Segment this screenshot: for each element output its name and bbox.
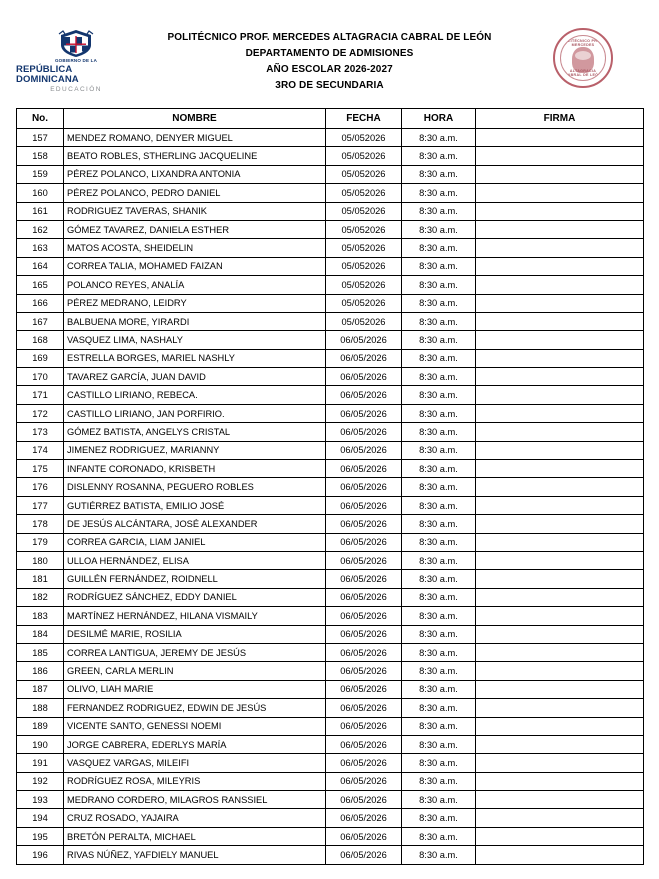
table-row <box>17 368 644 386</box>
document-header <box>16 0 643 100</box>
cell-fecha: 05/052026 <box>326 147 402 165</box>
official-seal <box>523 28 643 88</box>
table-row <box>17 220 644 238</box>
cell-fecha: 06/05/2026 <box>326 735 402 753</box>
cell-hora: 8:30 a.m. <box>402 717 476 735</box>
table-row <box>17 809 644 827</box>
cell-hora: 8:30 a.m. <box>402 129 476 147</box>
column-header-fecha: FECHA <box>326 109 402 129</box>
cell-nombre: CORREA TALIA, MOHAMED FAIZAN <box>64 257 326 275</box>
cell-hora: 8:30 a.m. <box>402 735 476 753</box>
table-row <box>17 312 644 330</box>
cell-no: 186 <box>17 662 64 680</box>
cell-hora: 8:30 a.m. <box>402 220 476 238</box>
cell-fecha: 06/05/2026 <box>326 662 402 680</box>
table-row <box>17 478 644 496</box>
cell-firma[interactable] <box>476 349 644 367</box>
seal-inner-ring <box>560 35 606 81</box>
cell-hora: 8:30 a.m. <box>402 607 476 625</box>
column-header-no: No. <box>17 109 64 129</box>
cell-hora: 8:30 a.m. <box>402 331 476 349</box>
column-header-firma: FIRMA <box>476 109 644 129</box>
table-row <box>17 680 644 698</box>
table-row <box>17 239 644 257</box>
cell-nombre: GUTIÉRREZ BATISTA, EMILIO JOSÉ <box>64 496 326 514</box>
cell-fecha: 05/052026 <box>326 165 402 183</box>
cell-hora: 8:30 a.m. <box>402 662 476 680</box>
cell-fecha: 06/05/2026 <box>326 349 402 367</box>
table-row <box>17 846 644 864</box>
cell-hora: 8:30 a.m. <box>402 423 476 441</box>
cell-no: 159 <box>17 165 64 183</box>
cell-fecha: 05/052026 <box>326 202 402 220</box>
cell-no: 168 <box>17 331 64 349</box>
cell-fecha: 06/05/2026 <box>326 699 402 717</box>
seal-top-text: POLITÉCNICO PROF. MERCEDES <box>562 39 604 47</box>
cell-hora: 8:30 a.m. <box>402 754 476 772</box>
cell-no: 170 <box>17 368 64 386</box>
cell-nombre: PÉREZ MEDRANO, LEIDRY <box>64 294 326 312</box>
cell-nombre: GÓMEZ TAVAREZ, DANIELA ESTHER <box>64 220 326 238</box>
table-row <box>17 331 644 349</box>
coat-of-arms-icon <box>53 28 99 58</box>
cell-nombre: VASQUEZ VARGAS, MILEIFI <box>64 754 326 772</box>
cell-firma[interactable] <box>476 680 644 698</box>
cell-nombre: DE JESÚS ALCÁNTARA, JOSÉ ALEXANDER <box>64 515 326 533</box>
table-header-row <box>17 109 644 129</box>
table-row <box>17 423 644 441</box>
cell-hora: 8:30 a.m. <box>402 643 476 661</box>
cell-nombre: RODRIGUEZ TAVERAS, SHANIK <box>64 202 326 220</box>
cell-no: 187 <box>17 680 64 698</box>
cell-no: 193 <box>17 791 64 809</box>
cell-hora: 8:30 a.m. <box>402 441 476 459</box>
cell-no: 179 <box>17 533 64 551</box>
cell-nombre: RODRÍGUEZ ROSA, MILEYRIS <box>64 772 326 790</box>
table-row <box>17 551 644 569</box>
cell-fecha: 05/052026 <box>326 276 402 294</box>
cell-hora: 8:30 a.m. <box>402 625 476 643</box>
cell-no: 158 <box>17 147 64 165</box>
cell-hora: 8:30 a.m. <box>402 386 476 404</box>
cell-no: 189 <box>17 717 64 735</box>
cell-firma[interactable] <box>476 220 644 238</box>
cell-fecha: 05/052026 <box>326 294 402 312</box>
cell-nombre: GUILLÉN FERNÁNDEZ, ROIDNELL <box>64 570 326 588</box>
cell-nombre: CRUZ ROSADO, YAJAIRA <box>64 809 326 827</box>
cell-hora: 8:30 a.m. <box>402 239 476 257</box>
table-row <box>17 533 644 551</box>
cell-nombre: TAVAREZ GARCÍA, JUAN DAVID <box>64 368 326 386</box>
cell-nombre: MARTÍNEZ HERNÁNDEZ, HILANA VISMAILY <box>64 607 326 625</box>
cell-hora: 8:30 a.m. <box>402 699 476 717</box>
cell-no: 176 <box>17 478 64 496</box>
cell-fecha: 06/05/2026 <box>326 570 402 588</box>
logo-line-republica: REPÚBLICA DOMINICANA <box>16 63 79 85</box>
cell-firma[interactable] <box>476 368 644 386</box>
cell-firma[interactable] <box>476 662 644 680</box>
cell-firma[interactable] <box>476 772 644 790</box>
cell-no: 180 <box>17 551 64 569</box>
cell-nombre: MATOS ACOSTA, SHEIDELIN <box>64 239 326 257</box>
cell-hora: 8:30 a.m. <box>402 202 476 220</box>
table-row <box>17 717 644 735</box>
cell-no: 165 <box>17 276 64 294</box>
table-row <box>17 276 644 294</box>
cell-fecha: 06/05/2026 <box>326 460 402 478</box>
cell-nombre: VICENTE SANTO, GENESSI NOEMI <box>64 717 326 735</box>
cell-fecha: 06/05/2026 <box>326 846 402 864</box>
table-row <box>17 772 644 790</box>
cell-hora: 8:30 a.m. <box>402 533 476 551</box>
table-row <box>17 791 644 809</box>
table-row <box>17 460 644 478</box>
column-header-hora: HORA <box>402 109 476 129</box>
cell-no: 194 <box>17 809 64 827</box>
table-row <box>17 735 644 753</box>
cell-fecha: 06/05/2026 <box>326 515 402 533</box>
cell-no: 174 <box>17 441 64 459</box>
cell-hora: 8:30 a.m. <box>402 404 476 422</box>
cell-firma[interactable] <box>476 754 644 772</box>
cell-no: 162 <box>17 220 64 238</box>
cell-firma[interactable] <box>476 643 644 661</box>
cell-nombre: OLIVO, LIAH MARIE <box>64 680 326 698</box>
cell-fecha: 06/05/2026 <box>326 607 402 625</box>
seal-outer-ring <box>553 28 613 88</box>
cell-no: 185 <box>17 643 64 661</box>
cell-no: 178 <box>17 515 64 533</box>
cell-nombre: CASTILLO LIRIANO, REBECA. <box>64 386 326 404</box>
seal-bottom-text: ALTAGRACIA CABRAL DE LEÓN <box>564 69 602 77</box>
cell-no: 171 <box>17 386 64 404</box>
cell-nombre: VASQUEZ LIMA, NASHALY <box>64 331 326 349</box>
table-row <box>17 570 644 588</box>
cell-hora: 8:30 a.m. <box>402 147 476 165</box>
cell-hora: 8:30 a.m. <box>402 809 476 827</box>
cell-nombre: JORGE CABRERA, EDERLYS MARÍA <box>64 735 326 753</box>
cell-hora: 8:30 a.m. <box>402 846 476 864</box>
cell-hora: 8:30 a.m. <box>402 349 476 367</box>
logo-line-educacion: EDUCACIÓN <box>50 85 102 93</box>
cell-firma[interactable] <box>476 165 644 183</box>
cell-nombre: DESILMÉ MARIE, ROSILIA <box>64 625 326 643</box>
cell-firma[interactable] <box>476 460 644 478</box>
cell-no: 172 <box>17 404 64 422</box>
cell-hora: 8:30 a.m. <box>402 515 476 533</box>
cell-fecha: 06/05/2026 <box>326 827 402 845</box>
cell-hora: 8:30 a.m. <box>402 680 476 698</box>
cell-no: 163 <box>17 239 64 257</box>
cell-nombre: BALBUENA MORE, YIRARDI <box>64 312 326 330</box>
cell-fecha: 06/05/2026 <box>326 680 402 698</box>
column-header-nombre: NOMBRE <box>64 109 326 129</box>
title-line-department: DEPARTAMENTO DE ADMISIONES <box>245 48 414 59</box>
cell-fecha: 06/05/2026 <box>326 754 402 772</box>
cell-nombre: PÉREZ POLANCO, PEDRO DANIEL <box>64 184 326 202</box>
cell-nombre: MENDEZ ROMANO, DENYER MIGUEL <box>64 129 326 147</box>
table-row <box>17 386 644 404</box>
cell-hora: 8:30 a.m. <box>402 460 476 478</box>
cell-fecha: 05/052026 <box>326 129 402 147</box>
cell-nombre: ESTRELLA BORGES, MARIEL NASHLY <box>64 349 326 367</box>
cell-no: 190 <box>17 735 64 753</box>
table-row <box>17 129 644 147</box>
cell-no: 192 <box>17 772 64 790</box>
cell-nombre: RODRÍGUEZ SÁNCHEZ, EDDY DANIEL <box>64 588 326 606</box>
table-row <box>17 625 644 643</box>
cell-fecha: 05/052026 <box>326 220 402 238</box>
title-line-schoolyear: AÑO ESCOLAR 2026-2027 <box>266 64 393 75</box>
title-line-school: POLITÉCNICO PROF. MERCEDES ALTAGRACIA CABRAL DE LEÓN <box>167 32 492 43</box>
cell-no: 182 <box>17 588 64 606</box>
cell-hora: 8:30 a.m. <box>402 588 476 606</box>
cell-no: 195 <box>17 827 64 845</box>
table-row <box>17 607 644 625</box>
cell-firma[interactable] <box>476 404 644 422</box>
cell-firma[interactable] <box>476 147 644 165</box>
cell-hora: 8:30 a.m. <box>402 827 476 845</box>
cell-fecha: 06/05/2026 <box>326 643 402 661</box>
cell-firma[interactable] <box>476 699 644 717</box>
cell-firma[interactable] <box>476 827 644 845</box>
table-row <box>17 496 644 514</box>
cell-nombre: RIVAS NÚÑEZ, YAFDIELY MANUEL <box>64 846 326 864</box>
cell-fecha: 06/05/2026 <box>326 588 402 606</box>
table-row <box>17 441 644 459</box>
cell-no: 184 <box>17 625 64 643</box>
table-row <box>17 349 644 367</box>
ministry-logo <box>16 28 136 93</box>
table-row <box>17 184 644 202</box>
cell-nombre: CORREA LANTIGUA, JEREMY DE JESÚS <box>64 643 326 661</box>
cell-nombre: CORREA GARCIA, LIAM JANIEL <box>64 533 326 551</box>
cell-fecha: 06/05/2026 <box>326 331 402 349</box>
cell-firma[interactable] <box>476 478 644 496</box>
cell-fecha: 06/05/2026 <box>326 791 402 809</box>
cell-firma[interactable] <box>476 791 644 809</box>
table-row <box>17 165 644 183</box>
cell-no: 167 <box>17 312 64 330</box>
cell-hora: 8:30 a.m. <box>402 772 476 790</box>
table-row <box>17 588 644 606</box>
cell-fecha: 05/052026 <box>326 184 402 202</box>
cell-nombre: DISLENNY ROSANNA, PEGUERO ROBLES <box>64 478 326 496</box>
table-body <box>17 129 644 865</box>
cell-fecha: 06/05/2026 <box>326 809 402 827</box>
cell-no: 191 <box>17 754 64 772</box>
cell-hora: 8:30 a.m. <box>402 570 476 588</box>
cell-firma[interactable] <box>476 735 644 753</box>
logo-line-gobierno: GOBIERNO DE LA <box>54 58 98 63</box>
cell-nombre: PÉREZ POLANCO, LIXANDRA ANTONIA <box>64 165 326 183</box>
cell-firma[interactable] <box>476 717 644 735</box>
cell-no: 183 <box>17 607 64 625</box>
cell-fecha: 06/05/2026 <box>326 423 402 441</box>
cell-hora: 8:30 a.m. <box>402 478 476 496</box>
document-title-block <box>136 28 523 94</box>
cell-no: 160 <box>17 184 64 202</box>
cell-firma[interactable] <box>476 533 644 551</box>
cell-fecha: 05/052026 <box>326 312 402 330</box>
cell-firma[interactable] <box>476 588 644 606</box>
cell-firma[interactable] <box>476 276 644 294</box>
cell-fecha: 06/05/2026 <box>326 404 402 422</box>
cell-hora: 8:30 a.m. <box>402 368 476 386</box>
table-row <box>17 404 644 422</box>
cell-fecha: 06/05/2026 <box>326 441 402 459</box>
cell-fecha: 05/052026 <box>326 239 402 257</box>
cell-nombre: JIMENEZ RODRIGUEZ, MARIANNY <box>64 441 326 459</box>
admissions-roster-table <box>16 108 644 865</box>
cell-nombre: MEDRANO CORDERO, MILAGROS RANSSIEL <box>64 791 326 809</box>
cell-firma[interactable] <box>476 570 644 588</box>
cell-nombre: FERNANDEZ RODRIGUEZ, EDWIN DE JESÚS <box>64 699 326 717</box>
cell-firma[interactable] <box>476 551 644 569</box>
cell-fecha: 06/05/2026 <box>326 496 402 514</box>
cell-no: 188 <box>17 699 64 717</box>
cell-no: 161 <box>17 202 64 220</box>
table-row <box>17 662 644 680</box>
table-row <box>17 257 644 275</box>
table-row <box>17 147 644 165</box>
cell-nombre: BRETÓN PERALTA, MICHAEL <box>64 827 326 845</box>
cell-firma[interactable] <box>476 239 644 257</box>
cell-firma[interactable] <box>476 184 644 202</box>
cell-firma[interactable] <box>476 294 644 312</box>
cell-fecha: 06/05/2026 <box>326 386 402 404</box>
cell-fecha: 06/05/2026 <box>326 772 402 790</box>
cell-no: 181 <box>17 570 64 588</box>
table-row <box>17 294 644 312</box>
table-row <box>17 754 644 772</box>
cell-hora: 8:30 a.m. <box>402 165 476 183</box>
cell-hora: 8:30 a.m. <box>402 312 476 330</box>
cell-firma[interactable] <box>476 312 644 330</box>
cell-hora: 8:30 a.m. <box>402 257 476 275</box>
cell-firma[interactable] <box>476 496 644 514</box>
cell-hora: 8:30 a.m. <box>402 294 476 312</box>
cell-firma[interactable] <box>476 331 644 349</box>
cell-firma[interactable] <box>476 846 644 864</box>
cell-firma[interactable] <box>476 257 644 275</box>
cell-firma[interactable] <box>476 202 644 220</box>
cell-hora: 8:30 a.m. <box>402 551 476 569</box>
cell-firma[interactable] <box>476 809 644 827</box>
cell-hora: 8:30 a.m. <box>402 791 476 809</box>
cell-fecha: 06/05/2026 <box>326 533 402 551</box>
cell-nombre: GÓMEZ BATISTA, ANGELYS CRISTAL <box>64 423 326 441</box>
cell-firma[interactable] <box>476 515 644 533</box>
cell-fecha: 06/05/2026 <box>326 368 402 386</box>
cell-firma[interactable] <box>476 423 644 441</box>
cell-nombre: GREEN, CARLA MERLIN <box>64 662 326 680</box>
cell-no: 169 <box>17 349 64 367</box>
cell-fecha: 06/05/2026 <box>326 478 402 496</box>
cell-hora: 8:30 a.m. <box>402 276 476 294</box>
cell-no: 166 <box>17 294 64 312</box>
cell-firma[interactable] <box>476 441 644 459</box>
cell-nombre: POLANCO REYES, ANALÍA <box>64 276 326 294</box>
table-row <box>17 827 644 845</box>
table-row <box>17 643 644 661</box>
cell-no: 157 <box>17 129 64 147</box>
cell-firma[interactable] <box>476 129 644 147</box>
cell-nombre: BEATO ROBLES, STHERLING JACQUELINE <box>64 147 326 165</box>
cell-fecha: 06/05/2026 <box>326 717 402 735</box>
cell-nombre: INFANTE CORONADO, KRISBETH <box>64 460 326 478</box>
title-line-grade: 3RO DE SECUNDARIA <box>275 80 384 91</box>
cell-hora: 8:30 a.m. <box>402 184 476 202</box>
cell-nombre: CASTILLO LIRIANO, JAN PORFIRIO. <box>64 404 326 422</box>
cell-firma[interactable] <box>476 625 644 643</box>
cell-fecha: 06/05/2026 <box>326 625 402 643</box>
cell-no: 175 <box>17 460 64 478</box>
table-row <box>17 515 644 533</box>
cell-fecha: 05/052026 <box>326 257 402 275</box>
table-row <box>17 699 644 717</box>
cell-no: 164 <box>17 257 64 275</box>
cell-nombre: ULLOA HERNÁNDEZ, ELISA <box>64 551 326 569</box>
cell-no: 177 <box>17 496 64 514</box>
cell-firma[interactable] <box>476 607 644 625</box>
cell-hora: 8:30 a.m. <box>402 496 476 514</box>
cell-fecha: 06/05/2026 <box>326 551 402 569</box>
cell-no: 196 <box>17 846 64 864</box>
cell-firma[interactable] <box>476 386 644 404</box>
cell-no: 173 <box>17 423 64 441</box>
table-row <box>17 202 644 220</box>
